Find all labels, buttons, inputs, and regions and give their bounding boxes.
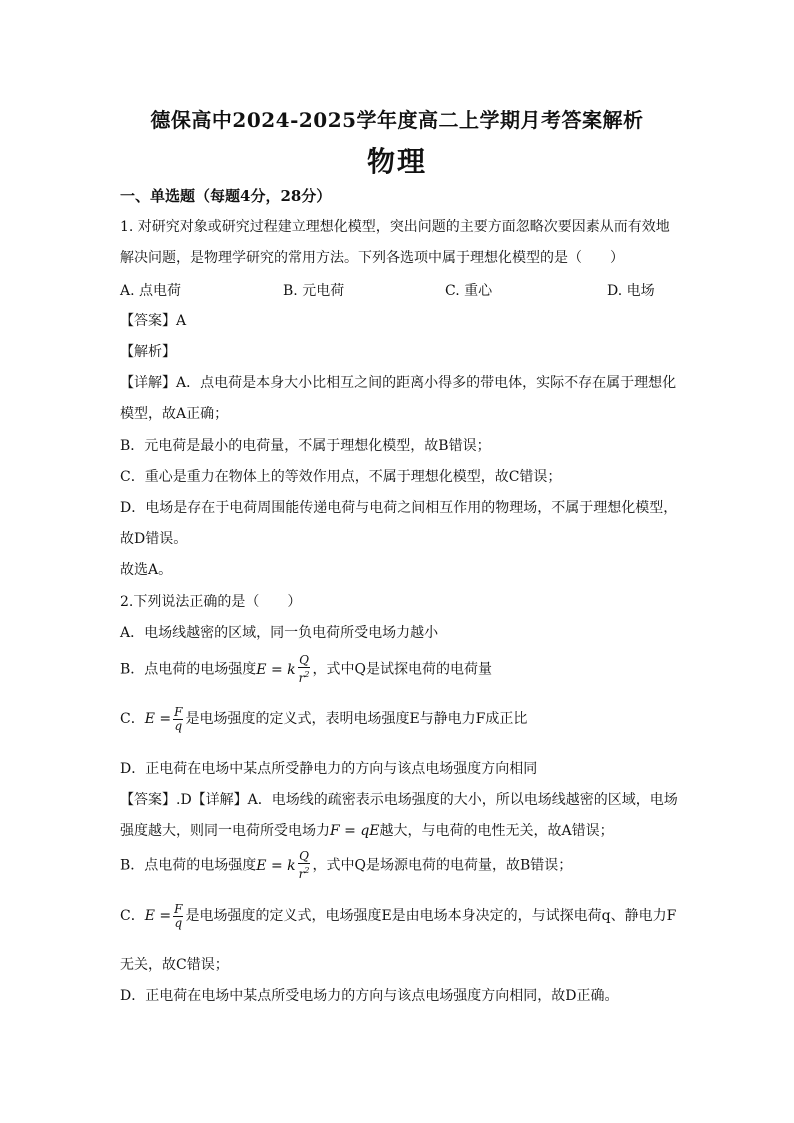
q1-option-b: B. 元电荷 [283,283,345,299]
q1-option-a: A. 点电荷 [120,283,182,299]
q1-detail-d2: 故D错误。 [120,531,188,547]
q2-detail-c [120,901,676,931]
q1-detail-b: B．元电荷是最小的电荷量，不属于理想化模型，故B错误； [120,438,491,454]
section-heading: 一、单选题（每题4分，28分） [120,187,332,205]
formula-field-definition: E = $\frac{F}{q}$ [144,704,183,733]
q2-option-b-suffix: ，式中Q是试探电荷的电荷量 [312,661,492,678]
q2-answer-line2-prefix: 强度越大，则同一电荷所受电场力 [120,823,330,839]
q2-detail-c-line2: 无关，故C错误； [120,957,229,973]
q1-stem-line1: 1. 对研究对象或研究过程建立理想化模型，突出问题的主要方面忽略次要因素从而有效地 [120,219,670,235]
subject-title: 物理 [366,145,427,178]
document-title: 德保高中2024-2025学年度高二上学期月考答案解析 [150,108,644,132]
q2-answer-line2 [120,821,614,841]
q2-detail-c-suffix: 是电场强度的定义式，电场强度E是由电场本身决定的，与试探电荷q、静电力F [185,908,677,924]
q1-answer: 【答案】A [120,313,187,329]
q2-option-b [120,654,492,685]
q2-detail-b-prefix: B．点电荷的电场强度 [120,857,257,874]
q2-option-c-prefix: C． [120,711,145,727]
q1-option-d: D. 电场 [607,283,655,299]
q2-detail-c-prefix: C． [120,908,145,924]
q1-detail-line2: 模型，故A正确； [120,406,229,422]
q1-conclusion: 故选A。 [120,562,173,578]
q1-option-c: C. 重心 [445,283,493,299]
q2-answer-line1: 【答案】.D【详解】A．电场线的疏密表示电场强度的大小，所以电场线越密的区域，电场 [120,792,678,808]
q2-detail-b [120,850,572,881]
q2-option-d: D．正电荷在电场中某点所受静电力的方向与该点电场强度方向相同 [120,761,538,777]
q2-option-b-prefix: B．点电荷的电场强度 [120,661,257,678]
formula-point-charge-2: E = k $\frac{Q}{r^2}$ [256,849,310,881]
q1-detail-d1: D．电场是存在于电荷周围能传递电荷与电荷之间相互作用的物理场，不属于理想化模型， [120,500,678,516]
q2-stem: 2.下列说法正确的是（ ） [120,594,302,610]
q1-analysis-label: 【解析】 [120,344,176,360]
q2-option-c [120,704,527,734]
formula-force: F = qE [330,823,380,839]
q1-stem-line2: 解决问题，是物理学研究的常用方法。下列各选项中属于理想化模型的是（ ） [120,250,624,266]
q1-detail-c: C．重心是重力在物体上的等效作用点，不属于理想化模型，故C错误； [120,469,562,485]
q2-option-a: A．电场线越密的区域，同一负电荷所受电场力越小 [120,625,439,641]
formula-field-definition-2: E = $\frac{F}{q}$ [144,901,183,930]
q2-detail-b-suffix: ，式中Q是场源电荷的电荷量，故B错误； [312,857,573,874]
formula-point-charge: E = k $\frac{Q}{r^2}$ [256,653,310,685]
q1-detail-line1: 【详解】A．点电荷是本身大小比相互之间的距离小得多的带电体，实际不存在属于理想化 [120,375,677,391]
q2-option-c-suffix: 是电场强度的定义式，表明电场强度E与静电力F成正比 [185,711,528,727]
q2-answer-line2-suffix: 越大，与电荷的电性无关，故A错误； [379,823,614,839]
q2-detail-d: D．正电荷在电场中某点所受电场力的方向与该点电场强度方向相同，故D正确。 [120,988,619,1004]
